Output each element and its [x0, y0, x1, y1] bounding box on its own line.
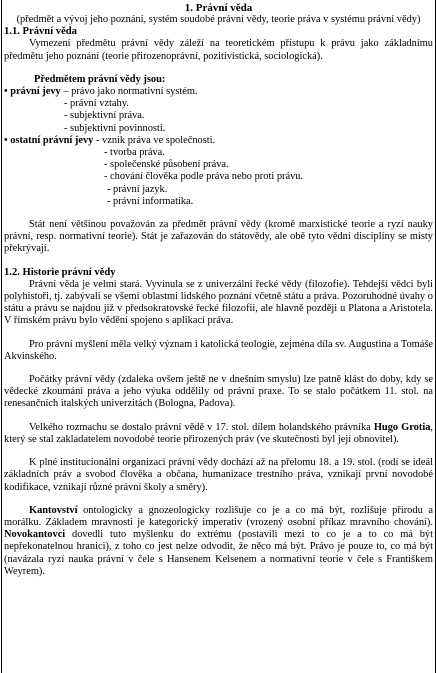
list-item: - právní vztahy.: [64, 98, 129, 110]
paragraph: Počátky právní vědy (zdaleka ovšem ještě ne v dnešním smyslu) lze patně klást do doby, kdy se vědecké zkoumání práva a jeho výuka oddělily od právní praxe. To se stalo počátkem 11. stol. na renesančních italských univerzitách (Bologna, Padova).: [4, 374, 433, 410]
bullet-term: • ostatní právní jevy: [4, 134, 94, 146]
paragraph: Pro právní myšlení měla velký význam i katolická teologie, zejména díla sv. Augustina a Tomáše Akvinského.: [4, 338, 433, 362]
list-item: - subjektivní povinnosti.: [64, 122, 166, 134]
page-title: 1. Právní věda: [184, 2, 253, 14]
list-item: - právní jazyk.: [107, 183, 168, 195]
list-item: - chování člověka podle práva nebo proti právu.: [104, 171, 304, 183]
page-border-left: [1, 0, 2, 673]
text-run: , který se stal zakladatelem novodobé teorie přirozených práv (ve skutečnosti byl její obnovitel).: [4, 421, 434, 445]
page-subtitle: (předmět a vývoj jeho poznání, systém soudobé právní vědy, teorie práva v systému právní vědy): [16, 14, 421, 25]
bullet-text: – právo jako normativní systém.: [60, 86, 198, 98]
bold-term: Novokantovci: [4, 529, 66, 541]
bold-term: Kantovství: [29, 504, 78, 516]
list-item: - právní informatika.: [107, 195, 194, 207]
bullet-item-legal-phenomena: [4, 86, 433, 98]
document-body: [4, 2, 433, 578]
bullet-text: - vznik práva ve společnosti.: [93, 134, 216, 146]
bullet-term: • právní jevy: [4, 86, 61, 98]
paragraph: [4, 505, 433, 578]
paragraph: K plné institucionální organizaci právní vědy dochází až na přelomu 18. a 19. stol. (rodí se ideál základních práv a svobod člověka a občana, humanizace trestního práva, vznikají první novodobé kodifikace, vznikají různé právní školy a směry).: [4, 457, 433, 493]
subject-heading: Předmětem právní vědy jsou:: [34, 73, 166, 85]
section-heading-1-2: 1.2. Historie právní vědy: [4, 266, 116, 278]
paragraph: Právní věda je velmi stará. Vyvinula se z univerzální řecké vědy (filozofie). Tehdejší vědci byli polyhistoři, tj. zabývali se všemi oblastmi lidského poznání včetně státu a práva. Pozoruhodné úvahy o státu a právu se najdou již v předsokratovské řecké filozofii, ale hlavně později u Platona a Aristotela. V římském právu bylo vědění spojeno s aplikací práva.: [4, 278, 433, 327]
bold-name: Hugo Grotia: [373, 421, 431, 433]
bullet-item-other-legal-phenomena: [4, 135, 433, 147]
paragraph: [4, 422, 433, 446]
list-item: - společenské působení práva.: [104, 159, 229, 171]
list-item: - tvorba práva.: [104, 147, 165, 159]
text-run: dovedli tuto myšlenku do extrému (postavili mezi to co je a to co má být nepřekonatelnou hranici), z toho co jest nelze odvodit, že něco má být. Právo je pouze to, co má být (navázala ryzí nauka právní v čele s Hansenem Kelsenem a normativní teorie v čele s Františkem Weyrem).: [4, 529, 433, 577]
text-run: ontologicky a gnozeologicky rozlišuje co je a co má být, rozlišuje přírodu a morálku. Základem mravnosti je kategorický imperativ (vrozený osobní příkaz mravního chování).: [4, 504, 433, 528]
section-heading-1-1: 1.1. Právní věda: [4, 26, 77, 38]
paragraph: Stát není většinou považován za předmět právní vědy (kromě marxistické teorie a ryzí nauky právní, resp. normativní teorie). Stát je zařazován do státovědy, ale obě tyto vědní disciplíny se místy překrývají.: [4, 219, 433, 255]
paragraph: Vymezení předmětu právní vědy záleží na teoretickém přístupu k právu jako základnímu předmětu jeho poznání (teorie přirozenoprávní, pozitivistická, sociologická).: [4, 38, 433, 62]
text-run: Velkého rozmachu se dostalo právní vědě v 17. stol. dílem holandského právníka: [29, 421, 374, 433]
list-item: - subjektivní práva.: [64, 110, 145, 122]
